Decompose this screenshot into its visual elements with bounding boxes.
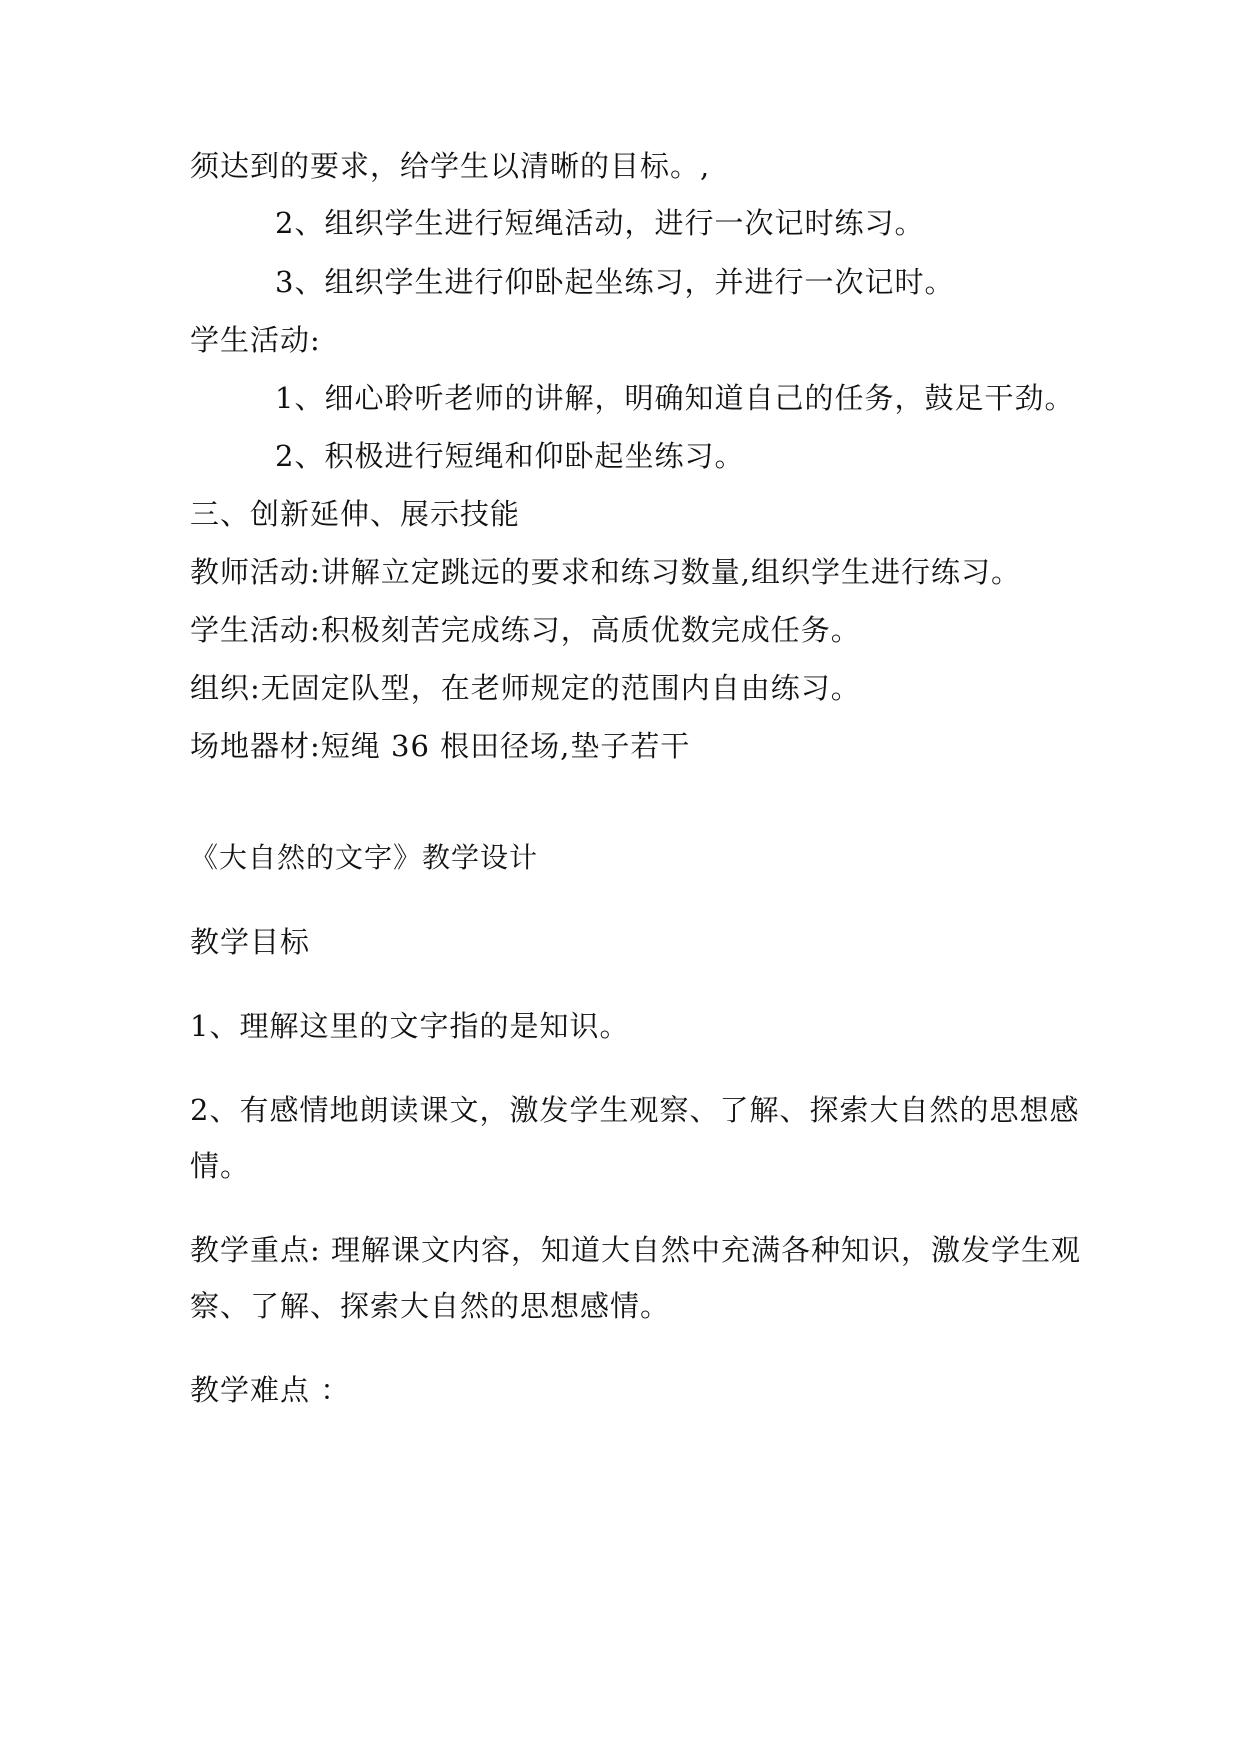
student-activity-text: 学生活动:积极刻苦完成练习，高质优数完成任务。 <box>190 613 861 647</box>
organization-text: 组织:无固定队型，在老师规定的范围内自由练习。 <box>190 671 861 705</box>
teacher-activity-text: 教师活动:讲解立定跳远的要求和练习数量,组织学生进行练习。 <box>190 555 1021 589</box>
student-activity-heading: 学生活动: <box>190 323 321 357</box>
teacher-item-2: 2、组织学生进行短绳活动，进行一次记时练习。 <box>275 206 925 240</box>
goals-heading: 教学目标 <box>190 925 311 959</box>
equipment-text: 场地器材:短绳 36 根田径场,垫子若干 <box>190 729 691 763</box>
teacher-item-3: 3、组织学生进行仰卧起坐练习，并进行一次记时。 <box>275 265 955 299</box>
key-point-line-1: 教学重点: 理解课文内容，知道大自然中充满各种知识，激发学生观 <box>190 1233 1081 1267</box>
goal-item-2-line-1: 2、有感情地朗读课文，激发学生观察、了解、探索大自然的思想感 <box>190 1093 1080 1127</box>
difficulty-heading: 教学难点 ： <box>190 1373 351 1407</box>
continuation-text: 须达到的要求，给学生以清晰的目标。, <box>190 149 711 183</box>
part-three-heading: 三、创新延伸、展示技能 <box>190 497 521 531</box>
key-point-line-2: 察、了解、探索大自然的思想感情。 <box>190 1289 671 1323</box>
goal-item-1: 1、理解这里的文字指的是知识。 <box>190 1009 630 1043</box>
student-item-1: 1、细心聆听老师的讲解，明确知道自己的任务，鼓足干劲。 <box>275 381 1075 415</box>
student-item-2: 2、积极进行短绳和仰卧起坐练习。 <box>275 439 745 473</box>
goal-item-2-line-2: 情。 <box>190 1149 251 1183</box>
lesson-title: 《大自然的文字》教学设计 <box>190 841 539 874</box>
